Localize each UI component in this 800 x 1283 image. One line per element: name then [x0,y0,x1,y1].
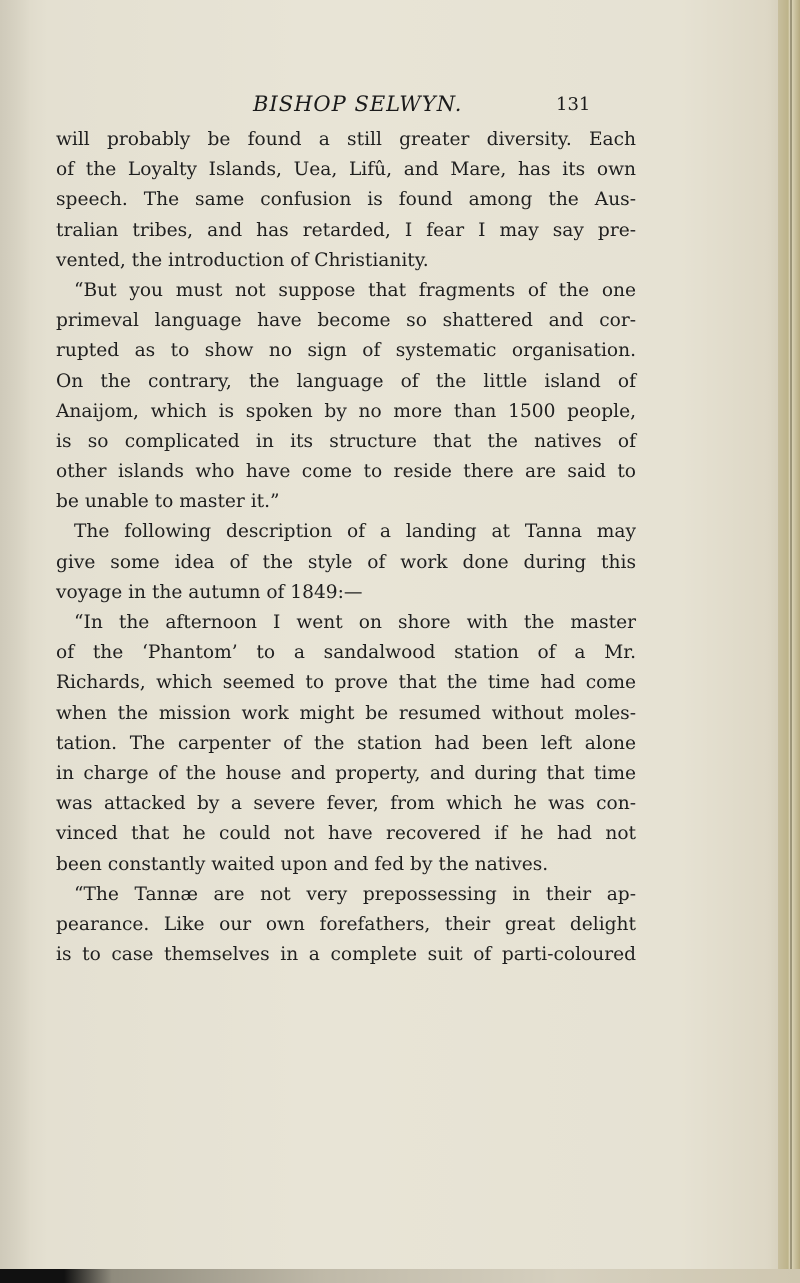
text-line: tation. The carpenter of the station had been left alone [56,732,636,754]
body-text [56,125,636,970]
page-edge-shadow [0,0,30,1283]
text-line: speech. The same confusion is found among the Aus- [56,189,636,211]
text-line: “In the afternoon I went on shore with the master [74,612,636,633]
scan-bottom-edge [0,1269,800,1283]
text-line: Anaijom, which is spoken by no more than 1500 people, [56,400,636,422]
running-title: BISHOP SELWYN. [253,92,463,116]
text-line: vented, the introduction of Christianity. [56,249,429,271]
text-line: tralian tribes, and has retarded, I fear I may say pre- [56,219,636,241]
text-line: Richards, which seemed to prove that the time had come [56,672,636,694]
text-line: “But you must not suppose that fragments of the one [74,279,636,301]
text-line: give some idea of the style of work done during this [56,551,636,573]
page-number: 131 [556,94,591,115]
text-line: voyage in the autumn of 1849:— [56,581,363,603]
gutter-shadow-line [790,0,792,1283]
text-line: will probably be found a still greater diversity. Each [56,129,636,150]
text-line: be unable to master it.” [56,491,280,513]
text-line: rupted as to show no sign of systematic organisation. [56,340,636,362]
text-line: other islands who have come to reside there are said to [56,461,636,483]
book-binding-gutter [778,0,800,1283]
text-line: of the ‘Phantom’ to a sandalwood station of a Mr. [56,642,636,664]
text-line: On the contrary, the language of the little island of [56,370,636,392]
text-line: of the Loyalty Islands, Uea, Lifû, and Mare, has its own [56,159,636,181]
text-line: The following description of a landing at Tanna may [74,521,636,543]
text-line: “The Tannæ are not very prepossessing in their ap- [74,883,636,905]
text-line: been constantly waited upon and fed by the natives. [56,853,549,875]
text-line: primeval language have become so shattered and cor- [56,310,636,332]
text-line: is to case themselves in a complete suit of parti-coloured [56,944,636,966]
text-line: in charge of the house and property, and during that time [56,762,636,784]
page-header [0,92,800,126]
text-line: is so complicated in its structure that the natives of [56,430,636,452]
text-line: when the mission work might be resumed without moles- [56,702,636,724]
text-line: was attacked by a severe fever, from which he was con- [56,793,636,815]
text-line: pearance. Like our own forefathers, their great delight [56,913,636,935]
text-line: vinced that he could not have recovered if he had not [56,823,636,845]
